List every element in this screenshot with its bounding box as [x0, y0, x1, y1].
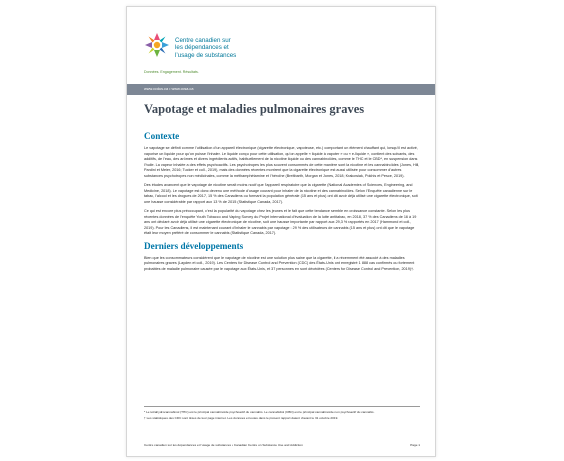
- paragraph: Ce qui est encore plus préoccupant, c’est la popularité du vapotage chez les jeunes et le fait que cette tendance semble en croissance constante. Selon les plus récentes données de l’enquête Youth Tobacco and Vaping Survey du Projet international d’évaluation de la lutte antitabac, en 2018, 37 % des Canadiens de 16 à 19 ans ont déclaré avoir déjà utilisé une cigarette électronique de nicotine, soit une hausse importante par rapport aux 29,3 % rapportés en 2017 (Hammond et coll., 2019). Pour les Canadiens, il est maintenant courant d’inhaler le cannabis par vapotage : 29 % des utilisateurs de cannabis (15 ans et plus) ont dit que le vapotage était leur moyen préféré de consommer le cannabis (Statistique Canada, 2017).: [144, 209, 417, 235]
- footer-organization: Centre canadien sur les dépendances et l’usage de substances • Canadian Centre on Substance Use and Addiction: [144, 443, 303, 447]
- document-page: [126, 6, 436, 457]
- footnote: † Les statistiques des CDC sont tirées de leur page internet. Les données et toutes dans le présent rapport datent d’avant le 31 octobre 2019.: [144, 415, 339, 420]
- organization-tagline: Données. Engagement. Résultats.: [144, 70, 199, 74]
- footnotes: [144, 406, 420, 422]
- section-heading-derniers-developpements: Derniers développements: [144, 240, 244, 251]
- page-number: Page 1: [410, 443, 420, 447]
- url-bar: www.ccdus.ca • www.ccsa.ca: [127, 84, 435, 95]
- document-title: Vapotage et maladies pulmonaires graves: [144, 102, 365, 116]
- page-footer: [144, 443, 420, 447]
- paragraph: Des études avancent que le vapotage de nicotine serait moins nocif que l’appareil respiratoire que la cigarette (National Academies of Sciences, Engineering, and Medicine, 2018). Le vapotage est donc devenu une méthode d’usage courant pour inhaler de la nicotine et des cannabinoïdes. Selon l’Enquête canadienne sur le tabac, l’alcool et les drogues de 2017, 15 % des Canadiens ou formant la population générale (15 ans et plus) ont dit avoir déjà utilisé une cigarette électronique, soit une hausse considérable par rapport aux 13 % de 2015 (Statistique Canada, 2017).: [144, 183, 418, 204]
- paragraph: Bien que les consommateurs considèrent que le vapotage de nicotine est une solution plus saine que la cigarette, il a récemment été associé à des maladies pulmonaires graves (Layden et coll., 2019). Les Centers for Disease Control and Prevention (CDC) des États-Unis ont enregistré 1 888 cas confirmés ou fortement probables de maladie pulmonaire causée par le vapotage aux États-Unis, et 37 personnes en sont décédées (Centers for Disease Control and Prevention, 2019)†.: [144, 255, 415, 271]
- organization-name-line: Centre canadien sur: [175, 37, 231, 44]
- ccsa-logo-icon: [144, 32, 170, 58]
- paragraph: Le vapotage se définit comme l’utilisation d’un appareil électronique (cigarette électronique, vapoteuse, etc.) comportant un élément chauffant qui, lorsqu’il est activé, vaporise un liquide pour qu’on puisse l’inhaler. Le liquide conçu pour cette utilisation, qu’on appelle « liquide à vapoter » ou « e-liquide », contient des solvants, des additifs, de l’eau, des arômes et divers ingrédients actifs, habituellement de la nicotine liquide ou des cannabinoïdes, comme le THC et le CBD*, en suspension dans l’huile. La vapeur inhalée a des effets psychoactifs. Les psychotropes les plus souvent consommés de cette manière sont la nicotine et les cannabinoïdes (Jones, Hill, Pardini et Meier, 2016; Tucker et coll., 2019), mais des données récentes montrent que la cigarette électronique est aussi utilisée pour consommer d’autres substances psychotropes non médicinales, comme la méthamphétamine et l’héroïne (Breitbarth, Morgan et Jones, 2018; Krakowiak, Pokhis et Pesce, 2019).: [144, 146, 420, 178]
- organization-name-line: l’usage de substances: [175, 51, 237, 59]
- organization-name: [175, 37, 325, 59]
- organization-name-line: les dépendances et: [175, 44, 229, 52]
- document-body: [144, 129, 420, 276]
- organization-header: [144, 32, 344, 77]
- section-heading-contexte: Contexte: [144, 131, 180, 141]
- footnote: * Le tétrahydrocannabinol (THC) est le principal cannabinoïde psychoactif du cannabis. Le cannabidiol (CBD) est le principal cannabinoïde non psychoactif du cannabis.: [144, 410, 375, 414]
